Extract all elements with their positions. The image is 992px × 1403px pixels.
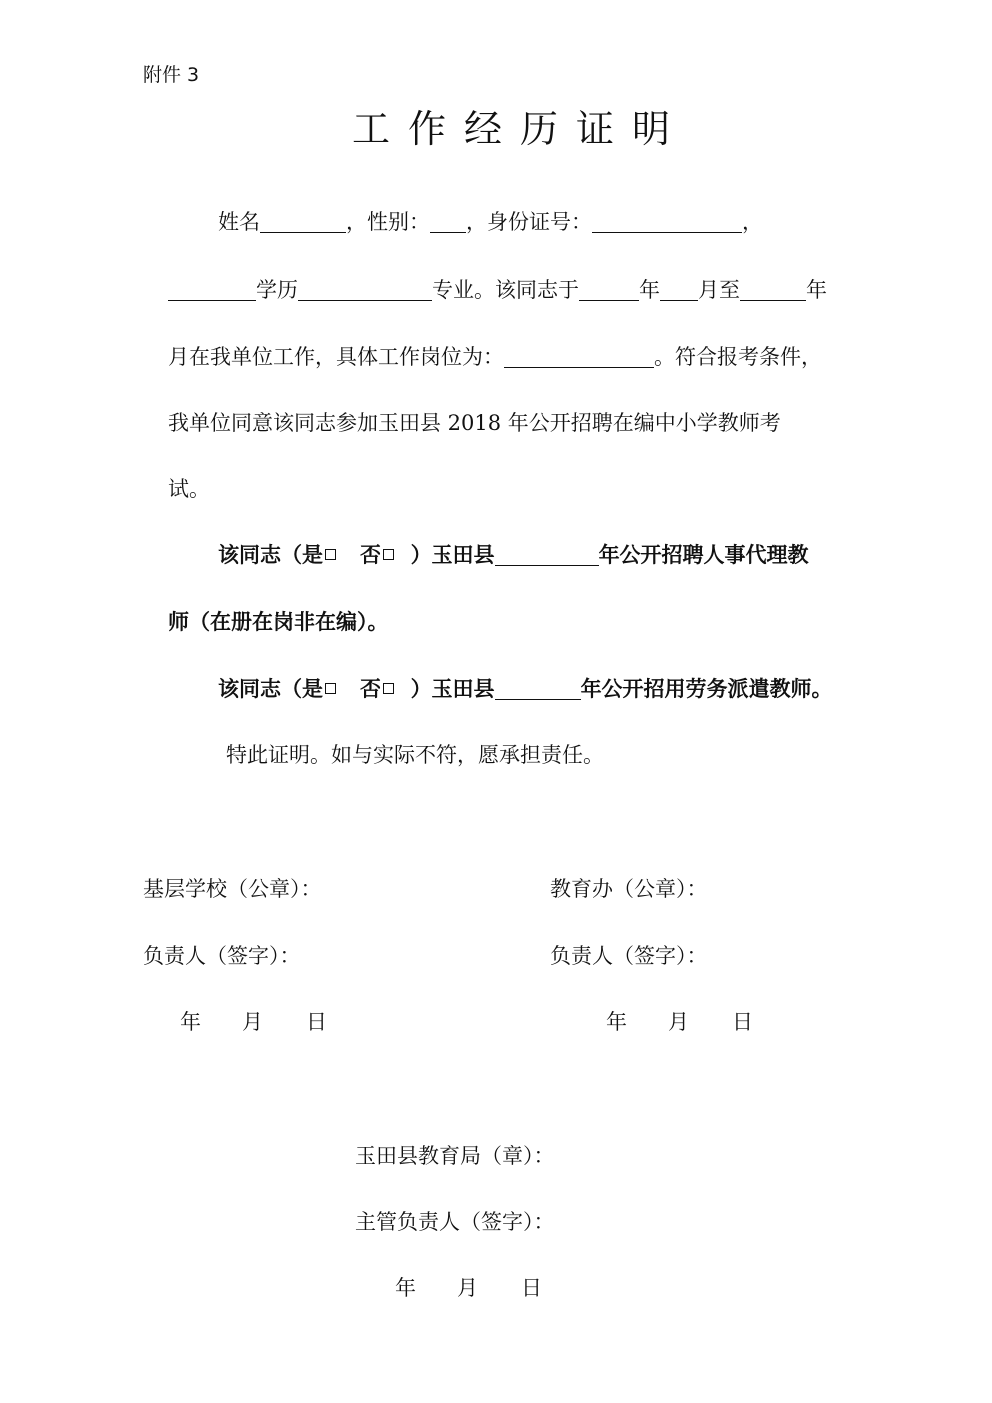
line3-end: 。符合报考条件， [654, 345, 822, 369]
id-number-blank[interactable] [592, 210, 742, 233]
p3-year-blank[interactable] [495, 677, 581, 700]
chief-responsible-label: 主管负责人（签字）： [355, 1210, 555, 1234]
responsible-left-label: 负责人（签字）： [143, 944, 301, 968]
p3-yes-checkbox[interactable] [325, 683, 336, 694]
p2-no-checkbox[interactable] [383, 549, 394, 560]
date-left-year: 年 [180, 1010, 201, 1034]
p2-yes-checkbox[interactable] [325, 549, 336, 560]
education-label: 学历 [256, 278, 298, 302]
name-blank[interactable] [260, 210, 346, 233]
paragraph3-line1 [218, 674, 833, 704]
p2-suffix: 年公开招聘人事代理教 [598, 542, 809, 567]
start-year-blank[interactable] [579, 278, 639, 301]
id-label: ，身份证号： [466, 210, 592, 234]
major-label: 专业。该同志于 [432, 278, 579, 302]
paragraph1-line1 [218, 207, 763, 237]
line3-start: 月在我单位工作，具体工作岗位为： [168, 345, 504, 369]
education-blank[interactable] [168, 278, 256, 301]
p3-no-checkbox[interactable] [383, 683, 394, 694]
date-right-day: 日 [732, 1010, 753, 1034]
date-bottom-year: 年 [395, 1276, 416, 1300]
month-to-label: 月至 [698, 278, 740, 302]
start-month-blank[interactable] [660, 278, 698, 301]
p3-suffix: 年公开招用劳务派遣教师。 [580, 676, 833, 701]
position-blank[interactable] [504, 345, 654, 368]
year-label: 年 [639, 278, 660, 302]
date-right [606, 1006, 753, 1036]
p2-prefix: 该同志（是 [218, 542, 323, 567]
responsible-right-label: 负责人（签字）： [550, 944, 708, 968]
date-bottom-day: 日 [521, 1276, 542, 1300]
edu-office-seal-label: 教育办（公章）： [550, 877, 708, 901]
p3-county: ）玉田县 [410, 676, 495, 701]
date-right-month: 月 [668, 1010, 689, 1034]
date-left [180, 1006, 327, 1036]
p2-county: ）玉田县 [410, 542, 495, 567]
date-bottom [395, 1272, 542, 1302]
paragraph1-line3 [168, 342, 822, 372]
date-right-year: 年 [606, 1010, 627, 1034]
p3-prefix: 该同志（是 [218, 676, 323, 701]
paragraph1-line4: 我单位同意该同志参加玉田县 2018 年公开招聘在编中小学教师考 [168, 411, 781, 435]
name-label: 姓名 [218, 210, 260, 234]
gender-label: ，性别： [346, 210, 430, 234]
paragraph2-line1 [218, 540, 809, 570]
paragraph2-line2: 师（在册在岗非在编）。 [168, 609, 389, 634]
p2-no-label: 否 [359, 542, 381, 567]
p2-year-blank[interactable] [495, 543, 599, 566]
paragraph1-line5: 试。 [168, 477, 210, 501]
date-bottom-month: 月 [457, 1276, 478, 1300]
comma: ， [742, 210, 763, 234]
major-blank[interactable] [298, 278, 432, 301]
attachment-label: 附件 3 [143, 64, 200, 86]
end-year-blank[interactable] [740, 278, 806, 301]
document-title: 工作经历证明 [351, 107, 688, 151]
school-seal-label: 基层学校（公章）： [143, 877, 322, 901]
date-left-month: 月 [242, 1010, 263, 1034]
date-left-day: 日 [306, 1010, 327, 1034]
paragraph1-line2 [168, 275, 827, 305]
gender-blank[interactable] [430, 210, 466, 233]
p3-no-label: 否 [359, 676, 381, 701]
closing-statement: 特此证明。如与实际不符，愿承担责任。 [226, 743, 604, 767]
year-label-2: 年 [806, 278, 827, 302]
bureau-seal-label: 玉田县教育局（章）： [355, 1144, 555, 1168]
